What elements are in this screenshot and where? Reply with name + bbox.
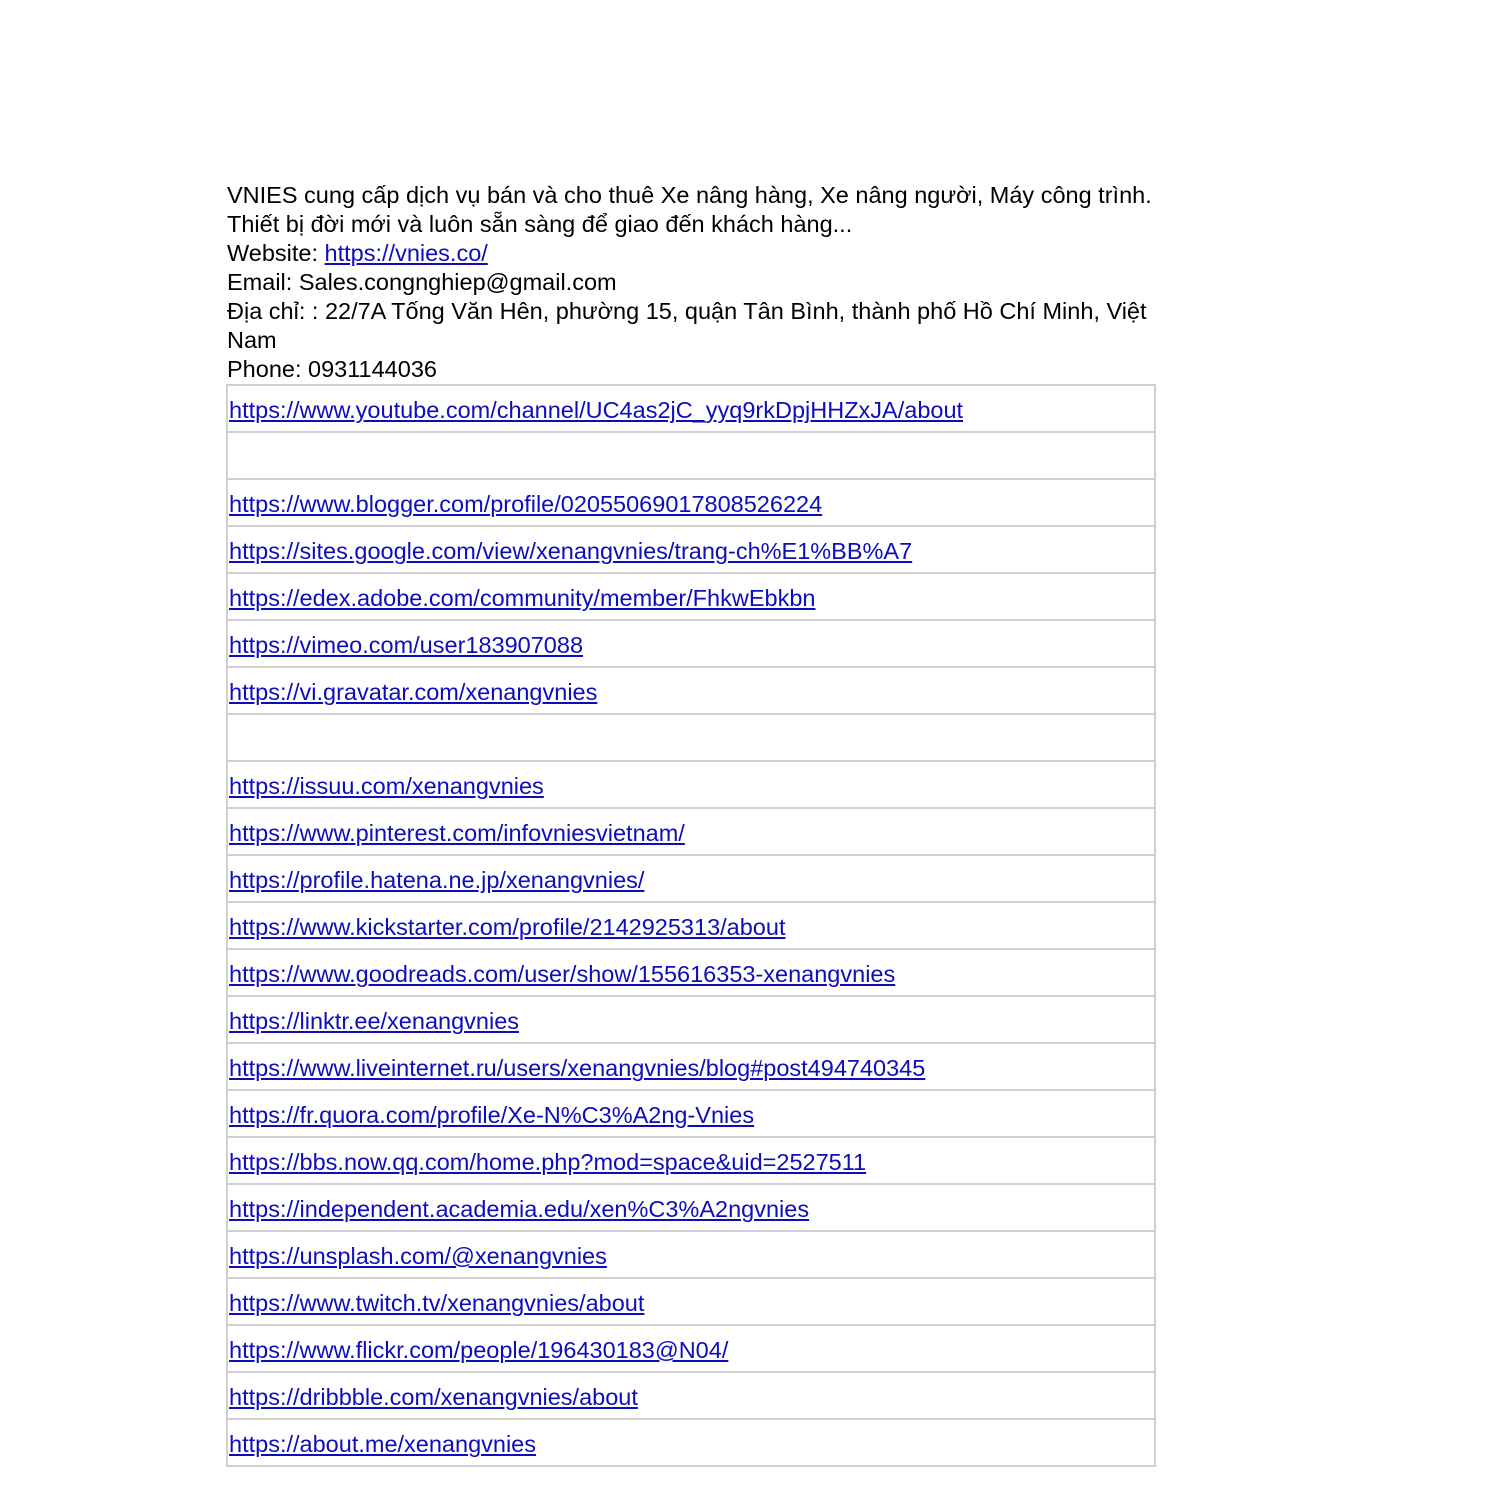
- cell-content: [229, 393, 1154, 424]
- link-cell: [227, 432, 1155, 479]
- company-intro: [227, 181, 1227, 384]
- link-cell: [227, 1231, 1155, 1278]
- link-cell: [227, 1184, 1155, 1231]
- link-cell: [227, 667, 1155, 714]
- table-row: [227, 667, 1155, 714]
- link-cell: [227, 479, 1155, 526]
- cell-content: [229, 1333, 1154, 1364]
- table-row: [227, 479, 1155, 526]
- document-page: [227, 181, 1227, 384]
- cell-content: [229, 722, 1154, 753]
- table-row: [227, 949, 1155, 996]
- profile-link[interactable]: https://unsplash.com/@xenangvnies: [229, 1243, 607, 1269]
- table-row: [227, 902, 1155, 949]
- phone-line: Phone: 0931144036: [227, 356, 437, 382]
- link-cell: [227, 1325, 1155, 1372]
- cell-content: [229, 1004, 1154, 1035]
- website-link[interactable]: https://vnies.co/: [324, 240, 488, 266]
- table-row: [227, 996, 1155, 1043]
- links-table: [226, 384, 1156, 1467]
- profile-link[interactable]: https://www.flickr.com/people/196430183@N04/: [229, 1337, 729, 1363]
- profile-link[interactable]: https://www.kickstarter.com/profile/2142925313/about: [229, 914, 786, 940]
- cell-content: [229, 534, 1154, 565]
- link-cell: [227, 808, 1155, 855]
- link-cell: [227, 714, 1155, 761]
- link-cell: [227, 855, 1155, 902]
- intro-tagline: Thiết bị đời mới và luôn sẵn sàng để giao đến khách hàng...: [227, 211, 853, 237]
- profile-link[interactable]: https://issuu.com/xenangvnies: [229, 773, 544, 799]
- cell-content: [229, 1427, 1154, 1458]
- profile-link[interactable]: https://www.pinterest.com/infovniesvietnam/: [229, 820, 685, 846]
- profile-link[interactable]: https://www.youtube.com/channel/UC4as2jC_yyq9rkDpjHHZxJA/about: [229, 397, 964, 423]
- profile-link[interactable]: https://fr.quora.com/profile/Xe-N%C3%A2ng-Vnies: [229, 1102, 755, 1128]
- table-row: [227, 385, 1155, 432]
- table-row: [227, 573, 1155, 620]
- cell-content: [229, 487, 1154, 518]
- profile-link[interactable]: https://www.blogger.com/profile/02055069017808526224: [229, 491, 823, 517]
- link-cell: [227, 385, 1155, 432]
- cell-content: [229, 816, 1154, 847]
- link-cell: [227, 1278, 1155, 1325]
- cell-content: [229, 1239, 1154, 1270]
- profile-link[interactable]: https://dribbble.com/xenangvnies/about: [229, 1384, 638, 1410]
- link-cell: [227, 1137, 1155, 1184]
- cell-content: [229, 1380, 1154, 1411]
- email-line: Email: Sales.congnghiep@gmail.com: [227, 269, 617, 295]
- table-row: [227, 761, 1155, 808]
- table-row: [227, 432, 1155, 479]
- table-row: [227, 526, 1155, 573]
- cell-content: [229, 440, 1154, 471]
- profile-link[interactable]: https://independent.academia.edu/xen%C3%A2ngvnies: [229, 1196, 810, 1222]
- website-label: Website:: [227, 240, 325, 266]
- cell-content: [229, 675, 1154, 706]
- profile-link[interactable]: https://www.goodreads.com/user/show/155616353-xenangvnies: [229, 961, 896, 987]
- link-cell: [227, 620, 1155, 667]
- table-row: [227, 1043, 1155, 1090]
- table-row: [227, 1372, 1155, 1419]
- link-cell: [227, 526, 1155, 573]
- website-line: [227, 239, 1227, 268]
- table-row: [227, 855, 1155, 902]
- table-row: [227, 808, 1155, 855]
- cell-content: [229, 1286, 1154, 1317]
- profile-link[interactable]: https://linktr.ee/xenangvnies: [229, 1008, 520, 1034]
- cell-content: [229, 769, 1154, 800]
- table-row: [227, 620, 1155, 667]
- cell-content: [229, 910, 1154, 941]
- cell-content: [229, 628, 1154, 659]
- cell-content: [229, 581, 1154, 612]
- address-line-cont: Nam: [227, 327, 277, 353]
- profile-link[interactable]: https://www.liveinternet.ru/users/xenangvnies/blog#post494740345: [229, 1055, 926, 1081]
- link-cell: [227, 996, 1155, 1043]
- cell-content: [229, 1051, 1154, 1082]
- table-row: [227, 1278, 1155, 1325]
- profile-link[interactable]: https://sites.google.com/view/xenangvnies/trang-ch%E1%BB%A7: [229, 538, 913, 564]
- profile-link[interactable]: https://edex.adobe.com/community/member/FhkwEbkbn: [229, 585, 816, 611]
- links-table-body: [227, 385, 1155, 1466]
- link-cell: [227, 573, 1155, 620]
- profile-link[interactable]: https://www.twitch.tv/xenangvnies/about: [229, 1290, 645, 1316]
- profile-link[interactable]: https://vi.gravatar.com/xenangvnies: [229, 679, 598, 705]
- intro-description: VNIES cung cấp dịch vụ bán và cho thuê Xe nâng hàng, Xe nâng người, Máy công trình.: [227, 182, 1152, 208]
- table-row: [227, 1090, 1155, 1137]
- profile-link[interactable]: https://about.me/xenangvnies: [229, 1431, 537, 1457]
- link-cell: [227, 761, 1155, 808]
- link-cell: [227, 1419, 1155, 1466]
- link-cell: [227, 1043, 1155, 1090]
- link-cell: [227, 949, 1155, 996]
- cell-content: [229, 957, 1154, 988]
- table-row: [227, 1231, 1155, 1278]
- cell-content: [229, 1098, 1154, 1129]
- cell-content: [229, 1192, 1154, 1223]
- table-row: [227, 714, 1155, 761]
- profile-link[interactable]: https://profile.hatena.ne.jp/xenangvnies/: [229, 867, 645, 893]
- address-line: Địa chỉ: : 22/7A Tống Văn Hên, phường 15, quận Tân Bình, thành phố Hồ Chí Minh, Việt: [227, 298, 1147, 324]
- profile-link[interactable]: https://vimeo.com/user183907088: [229, 632, 584, 658]
- table-row: [227, 1137, 1155, 1184]
- table-row: [227, 1325, 1155, 1372]
- link-cell: [227, 902, 1155, 949]
- link-cell: [227, 1090, 1155, 1137]
- cell-content: [229, 863, 1154, 894]
- profile-link[interactable]: https://bbs.now.qq.com/home.php?mod=space&uid=2527511: [229, 1149, 867, 1175]
- table-row: [227, 1419, 1155, 1466]
- cell-content: [229, 1145, 1154, 1176]
- link-cell: [227, 1372, 1155, 1419]
- table-row: [227, 1184, 1155, 1231]
